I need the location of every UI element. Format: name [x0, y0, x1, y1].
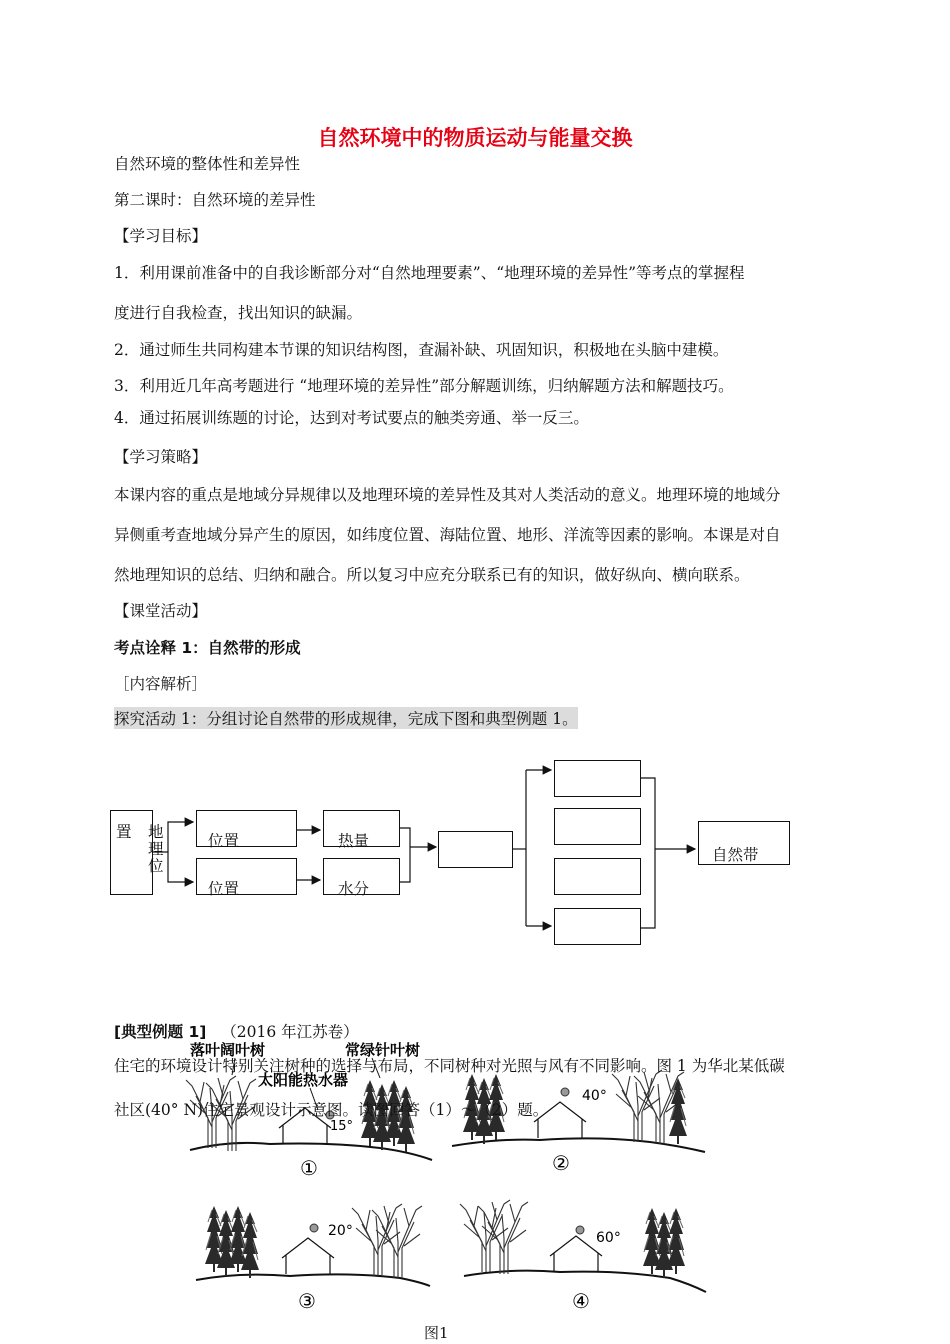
blank-box-center: [438, 831, 513, 868]
mid-top-label: 位置: [208, 832, 240, 850]
figure-1: [180, 1035, 720, 1325]
page-title: 自然环境中的物质运动与能量交换: [317, 126, 633, 150]
example-line: 社区(40° N)住宅景观设计示意图。读图回答（1）～（2）题。: [114, 1101, 549, 1119]
mid-bottom-label: 位置: [208, 880, 240, 898]
strategy-line: 本课内容的重点是地域分异规律以及地理环境的差异性及其对人类活动的意义。地理环境的地域分: [114, 486, 781, 504]
heater-label: 太阳能热水器: [258, 1071, 349, 1089]
water-label: 水分: [338, 880, 370, 898]
deciduous-label: 落叶阔叶树: [190, 1041, 266, 1059]
goal-item: 1．利用课前准备中的自我诊断部分对“自然地理要素”、“地理环境的差异性”等考点的掌握程: [114, 264, 745, 282]
panel-number: ②: [552, 1151, 570, 1175]
angle-label: 60°: [596, 1230, 621, 1246]
heat-label: 热量: [338, 832, 370, 850]
activity-heading: 【课堂活动】: [114, 602, 208, 620]
strategy-line: 然地理知识的总结、归纳和融合。所以复习中应充分联系已有的知识，做好纵向、横向联系。: [114, 566, 750, 584]
goal-item: 4．通过拓展训练题的讨论，达到对考试要点的触类旁通、举一反三。: [114, 409, 589, 427]
goal-item: 2．通过师生共同构建本节课的知识结构图，查漏补缺、巩固知识，积极地在头脑中建模。: [114, 341, 729, 359]
blank-box-2: [554, 808, 641, 845]
panel-2: [452, 1070, 705, 1175]
figure-caption: 图1: [424, 1324, 449, 1342]
panel-1: [186, 1076, 432, 1180]
angle-label: 40°: [582, 1088, 607, 1104]
panel-number: ③: [298, 1289, 316, 1313]
strategy-heading: 【学习策略】: [114, 448, 208, 466]
evergreen-label: 常绿针叶树: [345, 1041, 421, 1059]
angle-label: 15°: [330, 1119, 354, 1134]
factor-char: 位: [148, 857, 164, 875]
factor-char: 地: [148, 823, 164, 841]
panel-number: ①: [300, 1156, 318, 1180]
angle-label: 20°: [328, 1223, 353, 1239]
explore-activity: 探究活动 1：分组讨论自然带的形成规律，完成下图和典型例题 1。: [114, 707, 578, 729]
exam-point: 考点诠释 1：自然带的形成: [114, 639, 301, 657]
strategy-line: 异侧重考查地域分异产生的原因，如纬度位置、海陆位置、地形、洋流等因素的影响。本课是对自: [114, 526, 781, 544]
panel-4: [460, 1200, 706, 1313]
subtitle: 自然环境的整体性和差异性: [114, 155, 301, 173]
factor-char: 理: [148, 840, 164, 858]
blank-box-4: [554, 908, 641, 945]
example-label: [典型例题 1]: [114, 1023, 207, 1041]
blank-box-1: [554, 760, 641, 797]
goals-heading: 【学习目标】: [114, 227, 208, 245]
goal-item: 度进行自我检查，找出知识的缺漏。: [114, 304, 363, 322]
natural-zone-label: 自然带: [712, 846, 759, 864]
panel-number: ④: [572, 1289, 590, 1313]
panel-3: [196, 1204, 430, 1313]
analysis-heading: ［内容解析］: [114, 675, 208, 693]
goal-item: 3．利用近几年高考题进行 “地理环境的差异性”部分解题训练，归纳解题方法和解题技巧。: [114, 377, 734, 395]
example-source: （2016 年江苏卷）: [221, 1023, 359, 1041]
lesson-title: 第二课时：自然环境的差异性: [114, 191, 316, 209]
factor-char: 置: [116, 823, 132, 841]
example-line: 住宅的环境设计特别关注树种的选择与布局，不同树种对光照与风有不同影响。图 1 为华北某低碳: [114, 1057, 785, 1075]
blank-box-3: [554, 858, 641, 895]
